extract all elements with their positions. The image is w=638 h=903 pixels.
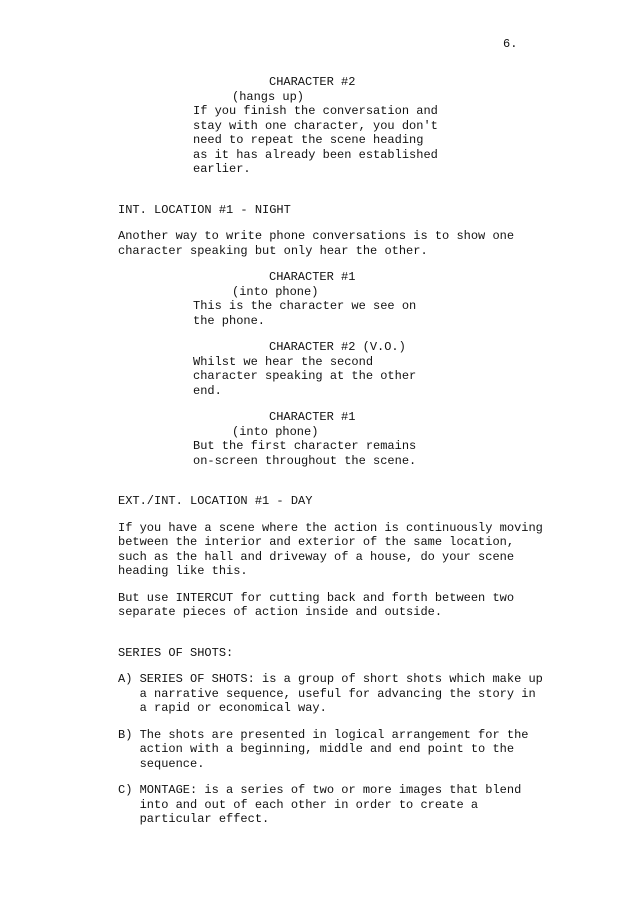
block-spacer	[118, 398, 588, 410]
block-spacer	[118, 660, 588, 672]
block-spacer	[118, 509, 588, 521]
dialogue-line-block	[118, 104, 588, 177]
character-cue-block	[118, 270, 588, 285]
action-line: But use INTERCUT for cutting back and forth between two	[118, 590, 515, 605]
action-line: such as the hall and driveway of a house, do your scene	[118, 549, 515, 564]
action-line: between the interior and exterior of the same location,	[118, 535, 515, 549]
page-number: 6.	[503, 37, 518, 51]
dialogue-line: This is the character we see on	[193, 299, 417, 313]
block-spacer	[118, 328, 588, 340]
dialogue-line: character speaking at the other	[193, 369, 417, 383]
scene-heading: SERIES OF SHOTS:	[118, 645, 234, 660]
action-line: separate pieces of action inside and outside.	[118, 605, 443, 619]
list-item-line-block	[118, 728, 588, 772]
parenthetical: (hangs up)	[232, 89, 305, 104]
block-spacer	[118, 177, 588, 203]
dialogue-line: on-screen throughout the scene.	[193, 453, 417, 468]
block-spacer	[118, 771, 588, 783]
scene-heading-block	[118, 646, 588, 661]
script-body	[118, 75, 588, 827]
list-item-line: A) SERIES OF SHOTS: is a group of short shots which make up	[118, 672, 543, 686]
character-cue-block	[118, 410, 588, 425]
parenthetical-block	[118, 285, 588, 300]
dialogue-line: end.	[193, 383, 222, 398]
list-item-line: C) MONTAGE: is a series of two or more images that blend	[118, 783, 522, 797]
character-cue: CHARACTER #2 (V.O.)	[269, 340, 406, 354]
list-item-line: into and out of each other in order to create a	[118, 797, 479, 812]
action-line: character speaking but only hear the other.	[118, 243, 428, 258]
list-item-line: a rapid or economical way.	[118, 701, 327, 715]
block-spacer	[118, 579, 588, 591]
scene-heading-block	[118, 203, 588, 218]
parenthetical-block	[118, 90, 588, 105]
action-line: heading like this.	[118, 564, 248, 578]
block-spacer	[118, 258, 588, 270]
list-item-line: a narrative sequence, useful for advancing the story in	[118, 686, 536, 701]
dialogue-line: need to repeat the scene heading	[193, 133, 424, 147]
list-item-line: B) The shots are presented in logical arrangement for the	[118, 727, 529, 742]
dialogue-line: the phone.	[193, 313, 266, 328]
scene-heading: INT. LOCATION #1 - NIGHT	[118, 202, 291, 217]
action-line-block	[118, 521, 588, 579]
character-cue-block	[118, 340, 588, 355]
block-spacer	[118, 716, 588, 728]
list-item-line: action with a beginning, middle and end point to the	[118, 742, 515, 756]
action-line-block	[118, 229, 588, 258]
list-item-line-block	[118, 672, 588, 716]
character-cue: CHARACTER #1	[269, 410, 356, 424]
action-line: If you have a scene where the action is continuously moving	[118, 520, 543, 535]
dialogue-line-block	[118, 355, 588, 399]
character-cue-block	[118, 75, 588, 90]
block-spacer	[118, 217, 588, 229]
block-spacer	[118, 620, 588, 646]
action-line-block	[118, 591, 588, 620]
dialogue-line: Whilst we hear the second	[193, 354, 374, 369]
list-item-line: particular effect.	[118, 812, 270, 826]
parenthetical: (into phone)	[232, 424, 319, 439]
character-cue: CHARACTER #1	[269, 270, 356, 284]
dialogue-line: But the first character remains	[193, 439, 417, 453]
block-spacer	[118, 468, 588, 494]
parenthetical: (into phone)	[232, 284, 319, 299]
scene-heading-block	[118, 494, 588, 509]
dialogue-line: If you finish the conversation and	[193, 104, 438, 118]
list-item-line-block	[118, 783, 588, 827]
list-item-line: sequence.	[118, 756, 205, 771]
scene-heading: EXT./INT. LOCATION #1 - DAY	[118, 494, 313, 508]
character-cue: CHARACTER #2	[269, 75, 356, 89]
dialogue-line-block	[118, 439, 588, 468]
dialogue-line: earlier.	[193, 162, 251, 176]
action-line: Another way to write phone conversations is to show one	[118, 229, 515, 243]
parenthetical-block	[118, 425, 588, 440]
dialogue-line: as it has already been established	[193, 147, 438, 162]
dialogue-line: stay with one character, you don't	[193, 118, 438, 133]
dialogue-line-block	[118, 299, 588, 328]
